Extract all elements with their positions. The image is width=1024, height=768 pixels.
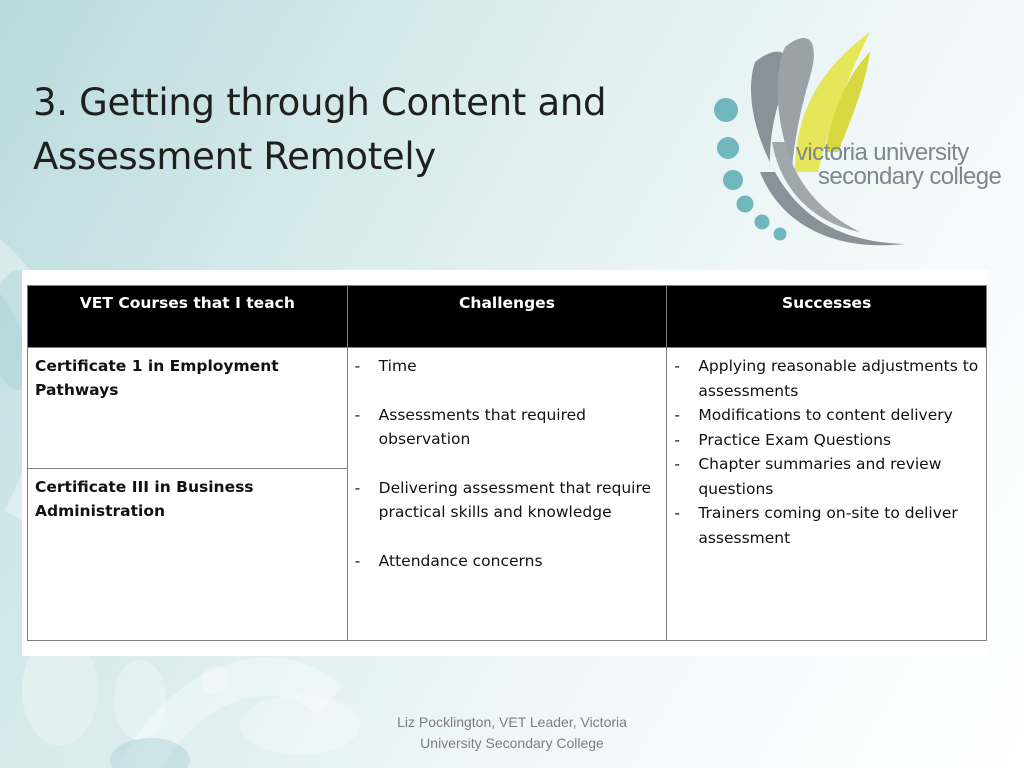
slide-title-line-2: Assessment Remotely (33, 135, 436, 178)
list-item: - Delivering assessment that require practical skills and knowledge (355, 476, 660, 525)
logo-line-1: victoria university (796, 139, 969, 166)
slide-title-line-1: 3. Getting through Content and (33, 81, 607, 124)
vet-courses-table (27, 285, 987, 641)
slide-title (33, 76, 673, 184)
header-challenges: Challenges (347, 286, 667, 348)
list-item: - Applying reasonable adjustments to assessments (674, 354, 979, 403)
table-header-row (28, 286, 987, 348)
college-logo-icon (700, 22, 1010, 252)
challenges-cell (347, 348, 667, 641)
successes-cell (667, 348, 987, 641)
table-container (22, 270, 988, 656)
successes-list (674, 354, 979, 550)
course-cell: Certificate III in Business Administration (28, 469, 348, 641)
header-successes: Successes (667, 286, 987, 348)
college-logo-text (796, 141, 1001, 189)
list-item: - Chapter summaries and review questions (674, 452, 979, 501)
list-item: - Modifications to content delivery (674, 403, 979, 428)
logo-line-2: secondary college (818, 163, 1002, 190)
list-item: - Trainers coming on-site to deliver assessment (674, 501, 979, 550)
footer-line-2: University Secondary College (420, 735, 604, 751)
challenges-list (355, 354, 660, 573)
list-item: - Practice Exam Questions (674, 428, 979, 453)
list-item: - Assessments that required observation (355, 403, 660, 452)
slide-footer (370, 712, 654, 754)
list-item: - Time (355, 354, 660, 379)
header-courses: VET Courses that I teach (28, 286, 348, 348)
table-row (28, 348, 987, 469)
footer-line-1: Liz Pocklington, VET Leader, Victoria (397, 714, 627, 730)
list-item: - Attendance concerns (355, 549, 660, 574)
course-cell: Certificate 1 in Employment Pathways (28, 348, 348, 469)
